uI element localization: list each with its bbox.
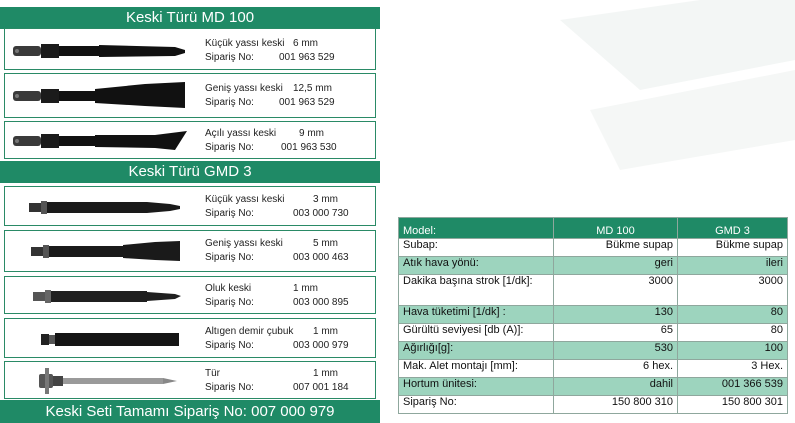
spec-row [399, 396, 788, 414]
spec-md100-value: 3000 [554, 275, 678, 306]
order-number: 003 000 895 [293, 297, 349, 308]
spec-header: GMD 3 [678, 218, 788, 239]
spec-gmd3-value: 100 [678, 342, 788, 360]
item-size: 5 mm [313, 238, 338, 249]
chisel-image [5, 187, 195, 227]
spec-row [399, 239, 788, 257]
item-name: Oluk keski [205, 283, 252, 294]
spec-label: Atık hava yönü: [399, 257, 554, 275]
chisel-image [5, 122, 195, 160]
spec-header: MD 100 [554, 218, 678, 239]
order-label: Sipariş No: [205, 208, 254, 219]
spec-row [399, 275, 788, 306]
order-label: Sipariş No: [205, 52, 254, 63]
spec-label: Gürültü seviyesi [db (A)]: [399, 324, 554, 342]
spec-label: Hava tüketimi [1/dk] : [399, 306, 554, 324]
order-number: 001 963 529 [279, 97, 335, 108]
spec-gmd3-value: 001 366 539 [678, 378, 788, 396]
order-number: 003 000 463 [293, 252, 349, 263]
chisel-image [5, 319, 195, 359]
item-size: 12,5 mm [293, 83, 332, 94]
spec-row [399, 257, 788, 275]
item-name: Geniş yassı keski [205, 83, 283, 94]
order-label: Sipariş No: [205, 297, 254, 308]
spec-label: Ağırlığı[g]: [399, 342, 554, 360]
item-size: 1 mm [313, 326, 338, 337]
item-name: Küçük yassı keski [205, 38, 285, 49]
item-name: Geniş yassı keski [205, 238, 283, 249]
spec-header: Model: [399, 218, 554, 239]
item-name: Tür [205, 368, 220, 379]
spec-gmd3-value: Bükme supap [678, 239, 788, 257]
item-size: 3 mm [313, 194, 338, 205]
spec-row [399, 360, 788, 378]
section-title-gmd3: Keski Türü GMD 3 [0, 161, 380, 183]
spec-label: Subap: [399, 239, 554, 257]
spec-header-row [399, 218, 788, 239]
chisel-image [5, 231, 195, 273]
order-number: 001 963 529 [279, 52, 335, 63]
order-label: Sipariş No: [205, 340, 254, 351]
item-name: Küçük yassı keski [205, 194, 285, 205]
spec-label: Hortum ünitesi: [399, 378, 554, 396]
item-size: 9 mm [299, 128, 324, 139]
product-item[interactable] [4, 186, 376, 226]
product-item[interactable] [4, 73, 376, 118]
spec-label: Mak. Alet montajı [mm]: [399, 360, 554, 378]
spec-gmd3-value: 3000 [678, 275, 788, 306]
spec-gmd3-value: 3 Hex. [678, 360, 788, 378]
item-size: 6 mm [293, 38, 318, 49]
product-item[interactable] [4, 361, 376, 399]
tool-image [5, 362, 195, 400]
chisel-image [5, 277, 195, 315]
spec-row [399, 342, 788, 360]
order-number: 007 001 184 [293, 382, 349, 393]
spec-md100-value: 65 [554, 324, 678, 342]
product-item[interactable] [4, 318, 376, 358]
spec-row [399, 324, 788, 342]
item-name: Altıgen demir çubuk [205, 326, 294, 337]
product-item[interactable] [4, 28, 376, 70]
product-item[interactable] [4, 121, 376, 159]
product-item[interactable] [4, 230, 376, 272]
spec-gmd3-value: 80 [678, 306, 788, 324]
order-label: Sipariş No: [205, 382, 254, 393]
spec-label: Sipariş No: [399, 396, 554, 414]
section-title-md100: Keski Türü MD 100 [0, 7, 380, 29]
spec-gmd3-value: ileri [678, 257, 788, 275]
order-number: 003 000 730 [293, 208, 349, 219]
order-number: 003 000 979 [293, 340, 349, 351]
spec-md100-value: 530 [554, 342, 678, 360]
spec-md100-value: 6 hex. [554, 360, 678, 378]
spec-md100-value: Bükme supap [554, 239, 678, 257]
spec-row [399, 378, 788, 396]
spec-gmd3-value: 80 [678, 324, 788, 342]
spec-md100-value: 150 800 310 [554, 396, 678, 414]
spec-table [398, 217, 788, 414]
item-name: Açılı yassı keski [205, 128, 277, 139]
chisel-image [5, 29, 195, 71]
item-size: 1 mm [313, 368, 338, 379]
spec-gmd3-value: 150 800 301 [678, 396, 788, 414]
order-label: Sipariş No: [205, 97, 254, 108]
spec-md100-value: geri [554, 257, 678, 275]
chisel-catalog [0, 0, 380, 423]
spec-md100-value: 130 [554, 306, 678, 324]
product-item[interactable] [4, 276, 376, 314]
spec-row [399, 306, 788, 324]
spec-md100-value: dahil [554, 378, 678, 396]
complete-set-order: Keski Seti Tamamı Sipariş No: 007 000 979 [0, 400, 380, 423]
item-size: 1 mm [293, 283, 318, 294]
order-label: Sipariş No: [205, 252, 254, 263]
spec-label: Dakika başına strok [1/dk]: [399, 275, 554, 306]
chisel-image [5, 74, 195, 119]
order-number: 001 963 530 [281, 142, 337, 153]
order-label: Sipariş No: [205, 142, 254, 153]
